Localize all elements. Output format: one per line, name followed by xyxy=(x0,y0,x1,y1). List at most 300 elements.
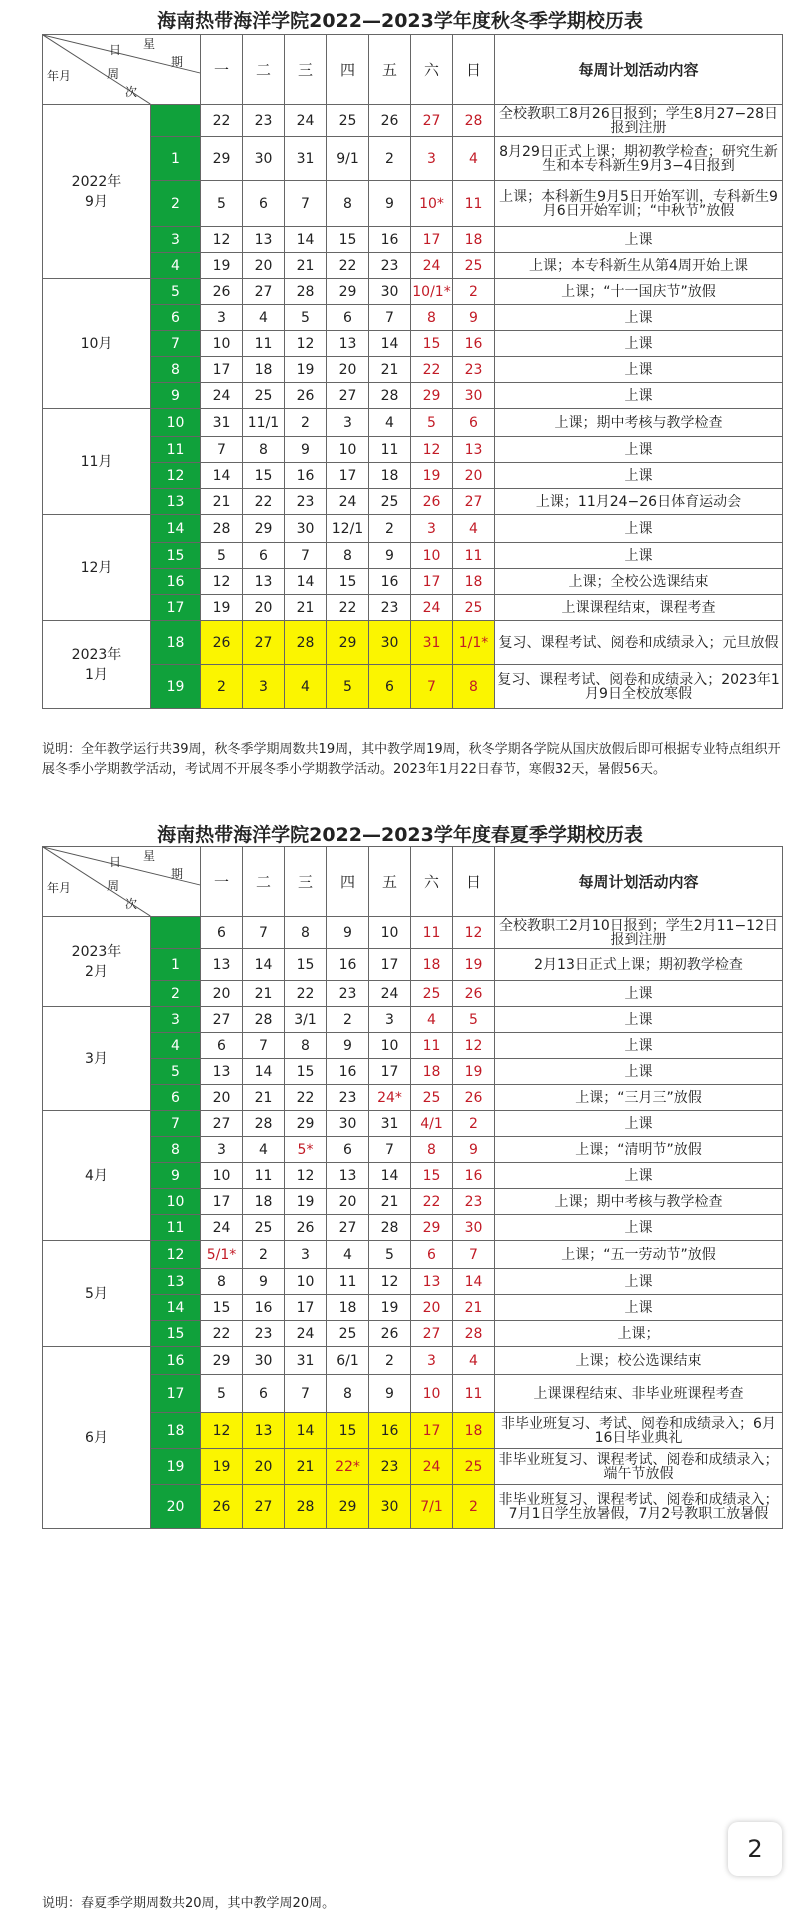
header-ym-label: 年月 xyxy=(47,881,72,895)
date-cell: 14 xyxy=(243,1059,285,1085)
week-row xyxy=(43,305,783,331)
week-row xyxy=(43,357,783,383)
date-cell: 30 xyxy=(453,383,495,409)
header-corner xyxy=(43,35,201,105)
date-cell: 4 xyxy=(285,665,327,709)
activity-cell: 上课 xyxy=(495,1163,783,1189)
date-cell: 12 xyxy=(453,917,495,949)
date-cell: 23 xyxy=(243,105,285,137)
activity-cell: 上课；本专科新生从第4周开始上课 xyxy=(495,253,783,279)
date-cell: 13 xyxy=(327,1163,369,1189)
month-label: 6月 xyxy=(43,1347,151,1529)
activity-cell: 复习、课程考试、阅卷和成绩录入；2023年1月9日全校放寒假 xyxy=(495,665,783,709)
week-row xyxy=(43,463,783,489)
date-cell: 23 xyxy=(369,595,411,621)
date-cell: 10 xyxy=(201,331,243,357)
date-cell: 27 xyxy=(327,1215,369,1241)
week-number: 5 xyxy=(151,1059,201,1085)
date-cell: 22 xyxy=(201,1321,243,1347)
date-cell: 28 xyxy=(201,515,243,543)
date-cell: 27 xyxy=(243,279,285,305)
date-cell: 3 xyxy=(411,515,453,543)
activity-cell: 上课；“十一国庆节”放假 xyxy=(495,279,783,305)
date-cell: 11 xyxy=(243,1163,285,1189)
activity-cell: 上课课程结束、非毕业班课程考查 xyxy=(495,1375,783,1413)
week-row xyxy=(43,917,783,949)
month-label: 10月 xyxy=(43,279,151,409)
date-cell: 16 xyxy=(369,1413,411,1449)
date-cell: 21 xyxy=(285,1449,327,1485)
date-cell: 19 xyxy=(285,1189,327,1215)
week-number: 10 xyxy=(151,1189,201,1215)
week-row xyxy=(43,1085,783,1111)
date-cell: 25 xyxy=(411,1085,453,1111)
month-label: 3月 xyxy=(43,1007,151,1111)
date-cell: 3 xyxy=(369,1007,411,1033)
date-cell: 30 xyxy=(453,1215,495,1241)
month-label: 11月 xyxy=(43,409,151,515)
date-cell: 26 xyxy=(453,981,495,1007)
header-zhou: 周 xyxy=(107,67,120,81)
header-ym-label: 年月 xyxy=(47,69,72,83)
date-cell: 16 xyxy=(369,569,411,595)
activity-cell: 8月29日正式上课；期初教学检查；研究生新生和本专科新生9月3−4日报到 xyxy=(495,137,783,181)
date-cell: 17 xyxy=(369,949,411,981)
date-cell: 10 xyxy=(411,1375,453,1413)
date-cell: 8 xyxy=(243,437,285,463)
weekday-header: 二 xyxy=(243,847,285,917)
date-cell: 25 xyxy=(453,595,495,621)
date-cell: 24 xyxy=(285,1321,327,1347)
date-cell: 22* xyxy=(327,1449,369,1485)
date-cell: 6 xyxy=(327,1137,369,1163)
date-cell: 3 xyxy=(201,1137,243,1163)
week-number: 16 xyxy=(151,569,201,595)
date-cell: 18 xyxy=(243,1189,285,1215)
date-cell: 4 xyxy=(327,1241,369,1269)
week-row xyxy=(43,1413,783,1449)
date-cell: 11 xyxy=(453,181,495,227)
week-number: 19 xyxy=(151,1449,201,1485)
date-cell: 19 xyxy=(453,949,495,981)
date-cell: 2 xyxy=(453,1485,495,1529)
week-row xyxy=(43,279,783,305)
date-cell: 29 xyxy=(327,279,369,305)
date-cell: 20 xyxy=(201,1085,243,1111)
activity-cell: 上课；11月24−26日体育运动会 xyxy=(495,489,783,515)
date-cell: 24* xyxy=(369,1085,411,1111)
week-number: 5 xyxy=(151,279,201,305)
week-row xyxy=(43,409,783,437)
date-cell: 19 xyxy=(285,357,327,383)
date-cell: 28 xyxy=(453,105,495,137)
date-cell: 4 xyxy=(369,409,411,437)
date-cell: 11/1 xyxy=(243,409,285,437)
date-cell: 27 xyxy=(411,1321,453,1347)
activity-cell: 上课 xyxy=(495,331,783,357)
date-cell: 19 xyxy=(201,1449,243,1485)
activity-cell: 上课；期中考核与教学检查 xyxy=(495,1189,783,1215)
header-zhou: 周 xyxy=(107,879,120,893)
date-cell: 10 xyxy=(201,1163,243,1189)
week-number: 7 xyxy=(151,1111,201,1137)
date-cell: 7 xyxy=(453,1241,495,1269)
activity-cell: 上课 xyxy=(495,463,783,489)
week-number: 1 xyxy=(151,137,201,181)
date-cell: 11 xyxy=(411,917,453,949)
date-cell: 29 xyxy=(327,1485,369,1529)
week-number: 1 xyxy=(151,949,201,981)
week-number: 14 xyxy=(151,515,201,543)
date-cell: 27 xyxy=(201,1111,243,1137)
activity-cell: 上课 xyxy=(495,1059,783,1085)
date-cell: 19 xyxy=(411,463,453,489)
activity-cell: 上课 xyxy=(495,1007,783,1033)
date-cell: 21 xyxy=(201,489,243,515)
date-cell: 26 xyxy=(411,489,453,515)
week-row xyxy=(43,1269,783,1295)
date-cell: 27 xyxy=(327,383,369,409)
weekday-header: 五 xyxy=(369,847,411,917)
date-cell: 23 xyxy=(327,981,369,1007)
date-cell: 29 xyxy=(201,137,243,181)
week-row xyxy=(43,1485,783,1529)
week-row xyxy=(43,1059,783,1085)
date-cell: 18 xyxy=(411,949,453,981)
date-cell: 10 xyxy=(327,437,369,463)
date-cell: 5 xyxy=(411,409,453,437)
week-row xyxy=(43,1137,783,1163)
date-cell: 18 xyxy=(453,227,495,253)
date-cell: 5 xyxy=(285,305,327,331)
date-cell: 20 xyxy=(243,1449,285,1485)
date-cell: 8 xyxy=(327,1375,369,1413)
week-row xyxy=(43,981,783,1007)
date-cell: 20 xyxy=(201,981,243,1007)
date-cell: 14 xyxy=(285,569,327,595)
spring-calendar-table xyxy=(42,846,783,1529)
activity-cell: 上课 xyxy=(495,1295,783,1321)
date-cell: 14 xyxy=(285,1413,327,1449)
activity-cell: 全校教职工2月10日报到；学生2月11−12日报到注册 xyxy=(495,917,783,949)
date-cell: 16 xyxy=(327,949,369,981)
page-number-badge[interactable]: 2 xyxy=(728,1822,782,1876)
date-cell: 3 xyxy=(201,305,243,331)
date-cell: 26 xyxy=(201,279,243,305)
date-cell: 29 xyxy=(411,383,453,409)
date-cell: 13 xyxy=(201,1059,243,1085)
date-cell: 18 xyxy=(411,1059,453,1085)
week-number: 9 xyxy=(151,383,201,409)
week-number: 4 xyxy=(151,253,201,279)
date-cell: 16 xyxy=(453,1163,495,1189)
date-cell: 23 xyxy=(453,357,495,383)
date-cell: 27 xyxy=(201,1007,243,1033)
date-cell: 22 xyxy=(327,253,369,279)
date-cell: 19 xyxy=(453,1059,495,1085)
date-cell: 17 xyxy=(411,227,453,253)
date-cell: 31 xyxy=(201,409,243,437)
date-cell: 7 xyxy=(369,1137,411,1163)
date-cell: 16 xyxy=(243,1295,285,1321)
week-number: 17 xyxy=(151,1375,201,1413)
date-cell: 14 xyxy=(285,227,327,253)
date-cell: 20 xyxy=(327,1189,369,1215)
date-cell: 21 xyxy=(453,1295,495,1321)
date-cell: 15 xyxy=(285,1059,327,1085)
week-number: 11 xyxy=(151,1215,201,1241)
date-cell: 2 xyxy=(243,1241,285,1269)
week-number: 20 xyxy=(151,1485,201,1529)
week-number: 6 xyxy=(151,1085,201,1111)
activity-cell: 上课 xyxy=(495,515,783,543)
date-cell: 22 xyxy=(327,595,369,621)
spring-note: 说明：春夏季学期周数共20周，其中教学周20周。 xyxy=(42,1896,336,1911)
date-cell: 11 xyxy=(453,543,495,569)
activity-cell: 上课 xyxy=(495,981,783,1007)
activity-cell: 上课；校公选课结束 xyxy=(495,1347,783,1375)
date-cell: 16 xyxy=(285,463,327,489)
week-number xyxy=(151,917,201,949)
month-label: 12月 xyxy=(43,515,151,621)
activity-cell: 全校教职工8月26日报到；学生8月27−28日报到注册 xyxy=(495,105,783,137)
date-cell: 16 xyxy=(369,227,411,253)
date-cell: 12/1 xyxy=(327,515,369,543)
date-cell: 31 xyxy=(285,137,327,181)
weekday-header: 日 xyxy=(453,847,495,917)
activity-cell: 上课 xyxy=(495,437,783,463)
date-cell: 9 xyxy=(369,1375,411,1413)
date-cell: 8 xyxy=(411,1137,453,1163)
weekday-header: 五 xyxy=(369,35,411,105)
date-cell: 20 xyxy=(327,357,369,383)
date-cell: 7 xyxy=(285,1375,327,1413)
weekday-header: 日 xyxy=(453,35,495,105)
activity-cell: 上课 xyxy=(495,357,783,383)
activity-cell: 上课；全校公选课结束 xyxy=(495,569,783,595)
date-cell: 25 xyxy=(327,105,369,137)
date-cell: 13 xyxy=(327,331,369,357)
date-cell: 9 xyxy=(453,1137,495,1163)
week-row xyxy=(43,665,783,709)
date-cell: 8 xyxy=(285,1033,327,1059)
activity-cell: 上课 xyxy=(495,1033,783,1059)
date-cell: 9 xyxy=(285,437,327,463)
date-cell: 18 xyxy=(453,1413,495,1449)
date-cell: 5 xyxy=(201,1375,243,1413)
date-cell: 30 xyxy=(285,515,327,543)
week-number: 16 xyxy=(151,1347,201,1375)
date-cell: 4/1 xyxy=(411,1111,453,1137)
date-cell: 20 xyxy=(453,463,495,489)
date-cell: 19 xyxy=(201,253,243,279)
date-cell: 14 xyxy=(453,1269,495,1295)
date-cell: 5/1* xyxy=(201,1241,243,1269)
date-cell: 12 xyxy=(453,1033,495,1059)
date-cell: 18 xyxy=(369,463,411,489)
date-cell: 23 xyxy=(369,1449,411,1485)
activity-cell: 非毕业班复习、课程考试、阅卷和成绩录入；端午节放假 xyxy=(495,1449,783,1485)
weekday-header: 三 xyxy=(285,847,327,917)
date-cell: 7 xyxy=(369,305,411,331)
date-cell: 13 xyxy=(243,569,285,595)
date-cell: 20 xyxy=(411,1295,453,1321)
week-row xyxy=(43,1007,783,1033)
date-cell: 9 xyxy=(369,543,411,569)
date-cell: 15 xyxy=(411,331,453,357)
date-cell: 29 xyxy=(327,621,369,665)
date-cell: 4 xyxy=(411,1007,453,1033)
date-cell: 7 xyxy=(201,437,243,463)
activity-cell: 上课；“清明节”放假 xyxy=(495,1137,783,1163)
date-cell: 17 xyxy=(327,463,369,489)
date-cell: 6 xyxy=(243,543,285,569)
date-cell: 30 xyxy=(243,137,285,181)
date-cell: 15 xyxy=(285,949,327,981)
date-cell: 13 xyxy=(411,1269,453,1295)
date-cell: 12 xyxy=(411,437,453,463)
date-cell: 6 xyxy=(243,1375,285,1413)
activity-header: 每周计划活动内容 xyxy=(495,35,783,105)
date-cell: 24 xyxy=(369,981,411,1007)
week-row xyxy=(43,1449,783,1485)
date-cell: 27 xyxy=(411,105,453,137)
week-number: 13 xyxy=(151,1269,201,1295)
week-number: 3 xyxy=(151,227,201,253)
activity-cell: 上课；“五一劳动节”放假 xyxy=(495,1241,783,1269)
date-cell: 15 xyxy=(201,1295,243,1321)
date-cell: 6 xyxy=(243,181,285,227)
date-cell: 15 xyxy=(327,1413,369,1449)
date-cell: 12 xyxy=(201,227,243,253)
activity-header: 每周计划活动内容 xyxy=(495,847,783,917)
date-cell: 23 xyxy=(327,1085,369,1111)
date-cell: 4 xyxy=(453,137,495,181)
date-cell: 22 xyxy=(411,357,453,383)
week-number: 14 xyxy=(151,1295,201,1321)
activity-cell: 上课 xyxy=(495,543,783,569)
date-cell: 3 xyxy=(411,1347,453,1375)
date-cell: 26 xyxy=(453,1085,495,1111)
week-row xyxy=(43,1241,783,1269)
date-cell: 5 xyxy=(327,665,369,709)
date-cell: 25 xyxy=(369,489,411,515)
date-cell: 21 xyxy=(369,1189,411,1215)
date-cell: 30 xyxy=(369,1485,411,1529)
date-cell: 19 xyxy=(201,595,243,621)
date-cell: 11 xyxy=(411,1033,453,1059)
activity-cell: 非毕业班复习、考试、阅卷和成绩录入；6月16日毕业典礼 xyxy=(495,1413,783,1449)
week-number: 7 xyxy=(151,331,201,357)
date-cell: 28 xyxy=(285,621,327,665)
date-cell: 19 xyxy=(369,1295,411,1321)
date-cell: 5 xyxy=(369,1241,411,1269)
date-cell: 29 xyxy=(411,1215,453,1241)
date-cell: 6 xyxy=(201,917,243,949)
activity-cell: 复习、课程考试、阅卷和成绩录入；元旦放假 xyxy=(495,621,783,665)
date-cell: 24 xyxy=(201,1215,243,1241)
weekday-header: 一 xyxy=(201,847,243,917)
date-cell: 24 xyxy=(411,1449,453,1485)
week-number: 18 xyxy=(151,1413,201,1449)
week-row xyxy=(43,1189,783,1215)
date-cell: 2 xyxy=(327,1007,369,1033)
date-cell: 30 xyxy=(369,279,411,305)
activity-cell: 上课；“三月三”放假 xyxy=(495,1085,783,1111)
week-row xyxy=(43,1163,783,1189)
date-cell: 11 xyxy=(453,1375,495,1413)
week-number: 15 xyxy=(151,543,201,569)
month-label: 2022年 9月 xyxy=(43,105,151,279)
date-cell: 29 xyxy=(243,515,285,543)
week-row xyxy=(43,1375,783,1413)
weekday-header: 六 xyxy=(411,847,453,917)
week-row xyxy=(43,227,783,253)
month-label: 5月 xyxy=(43,1241,151,1347)
week-row xyxy=(43,253,783,279)
date-cell: 12 xyxy=(369,1269,411,1295)
week-number: 3 xyxy=(151,1007,201,1033)
week-number: 8 xyxy=(151,1137,201,1163)
month-label: 2023年 1月 xyxy=(43,621,151,709)
date-cell: 2 xyxy=(369,1347,411,1375)
date-cell: 12 xyxy=(285,331,327,357)
date-cell: 8 xyxy=(327,543,369,569)
date-cell: 9 xyxy=(369,181,411,227)
date-cell: 22 xyxy=(201,105,243,137)
date-cell: 8 xyxy=(327,181,369,227)
week-number: 8 xyxy=(151,357,201,383)
week-number: 19 xyxy=(151,665,201,709)
date-cell: 1/1* xyxy=(453,621,495,665)
week-row xyxy=(43,1295,783,1321)
week-row xyxy=(43,595,783,621)
date-cell: 20 xyxy=(243,253,285,279)
date-cell: 6 xyxy=(453,409,495,437)
date-cell: 25 xyxy=(327,1321,369,1347)
header-week-label-2: 期 xyxy=(171,55,184,69)
date-cell: 8 xyxy=(411,305,453,331)
date-cell: 9 xyxy=(243,1269,285,1295)
week-number: 15 xyxy=(151,1321,201,1347)
date-cell: 9/1 xyxy=(327,137,369,181)
header-day-label: 日 xyxy=(109,43,122,57)
date-cell: 28 xyxy=(453,1321,495,1347)
week-number: 11 xyxy=(151,437,201,463)
date-cell: 15 xyxy=(243,463,285,489)
date-cell: 18 xyxy=(243,357,285,383)
date-cell: 20 xyxy=(243,595,285,621)
week-number xyxy=(151,105,201,137)
header-day-label: 日 xyxy=(109,855,122,869)
date-cell: 10 xyxy=(369,917,411,949)
date-cell: 3 xyxy=(285,1241,327,1269)
header-week-label-2: 期 xyxy=(171,867,184,881)
date-cell: 23 xyxy=(243,1321,285,1347)
date-cell: 11 xyxy=(327,1269,369,1295)
date-cell: 31 xyxy=(285,1347,327,1375)
date-cell: 6 xyxy=(369,665,411,709)
date-cell: 7/1 xyxy=(411,1485,453,1529)
date-cell: 31 xyxy=(369,1111,411,1137)
week-row xyxy=(43,1111,783,1137)
date-cell: 26 xyxy=(285,383,327,409)
date-cell: 6 xyxy=(411,1241,453,1269)
date-cell: 24 xyxy=(201,383,243,409)
date-cell: 7 xyxy=(285,543,327,569)
date-cell: 18 xyxy=(453,569,495,595)
date-cell: 27 xyxy=(243,621,285,665)
